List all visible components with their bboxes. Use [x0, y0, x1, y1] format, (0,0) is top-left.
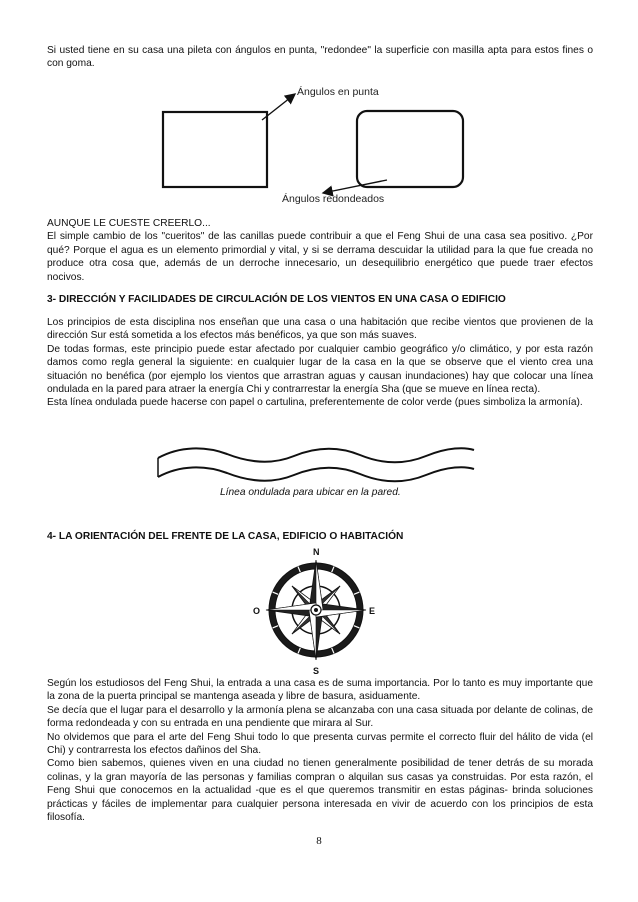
- section4-paragraph-1: Según los estudiosos del Feng Shui, la entrada a una casa es de suma importancia. Por lo tanto es muy importante que la zona de la puerta principal se mantenga aseada y libre de basura, asiduamente.: [47, 678, 593, 703]
- wavy-line-top: [158, 448, 474, 462]
- label-sharp-corners: Ángulos en punta: [297, 86, 379, 98]
- section3-body: [47, 316, 593, 410]
- section4-body: [47, 677, 593, 824]
- rounded-corner-rectangle: [357, 111, 463, 187]
- compass-label-n: N: [313, 547, 320, 557]
- sharp-corner-rectangle: [163, 112, 267, 187]
- compass-center-dot: [314, 608, 318, 612]
- sharp-arrow: [262, 94, 295, 120]
- section4-paragraph-2: Se decía que el lugar para el desarrollo y la armonía plena se alcanzaba con una casa situada por delante de colinas, de forma redondeada y con su entrada en una pendiente que mirara al Sur.: [47, 704, 593, 730]
- compass-cardinal-points: [266, 560, 366, 660]
- section4-paragraph-3: No olvidemos que para el arte del Feng Shui todo lo que presenta curvas permite el correcto fluir del hálito de vida (el Chi) y contrarresta los efectos dañinos del Sha.: [47, 731, 593, 757]
- compass-inner-ring: [275, 569, 357, 651]
- page-number: 8: [316, 835, 322, 847]
- section4-paragraph-4: Como bien sabemos, quienes viven en una ciudad no tienen generalmente posibilidad de tener detrás de su morada colinas, y la gran mayoría de las personas y familias compran o alquilan sus casas ya construidas. Por esta razón, el Feng Shui que conocemos en la actualidad -que es el que queremos transmitir en estas páginas- brinda soluciones prácticas y fáciles de implementar para cualquier persona interesada en vivir de acuerdo con los principios de esta filosofía.: [47, 758, 593, 824]
- intro-paragraph: [47, 44, 593, 71]
- compass-label-o: O: [253, 606, 261, 616]
- label-rounded-corners: Ángulos redondeados: [282, 193, 385, 205]
- intro-text: Si usted tiene en su casa una pileta con ángulos en punta, "redondee" la superficie con masilla apta para estos fines o con goma.: [47, 45, 593, 70]
- compass-label-s: S: [313, 666, 320, 676]
- compass-outer-ring: [269, 563, 363, 657]
- section3-heading: 3- DIRECCIÓN Y FACILIDADES DE CIRCULACIÓN DE LOS VIENTOS EN UNA CASA O EDIFICIO: [47, 294, 506, 305]
- wavy-line-caption: Línea ondulada para ubicar en la pared.: [220, 487, 401, 498]
- round-arrow: [323, 180, 387, 193]
- section3-paragraph-3: Esta línea ondulada puede hacerse con papel o cartulina, preferentemente de color verde (pues simboliza la armonía).: [47, 397, 583, 409]
- compass-center: [311, 605, 321, 615]
- compass-mid-ring: [292, 586, 340, 634]
- compass-diagonal-points: [288, 582, 343, 637]
- cueritos-heading: AUNQUE LE CUESTE CREERLO...: [47, 218, 211, 229]
- section3-paragraph-2: De todas formas, este principio puede estar afectado por cualquier cambio geográfico y/o climático, y por esta razón damos como regla general la siguiente: en cualquier lugar de la casa en la que se observe que el viento crea una situación no benéfica (por ejemplo los vientos que arrastran aguas y causan inundaciones) hay que colocar una línea ondulada en la pared para atraer la energía Chi y contrarrestar la energía Sha (que se mueve en línea recta).: [47, 343, 593, 396]
- section4-heading: 4- LA ORIENTACIÓN DEL FRENTE DE LA CASA, EDIFICIO O HABITACIÓN: [47, 531, 404, 542]
- cueritos-text: El simple cambio de los "cueritos" de las canillas puede contribuir a que el Feng Shui de una casa sea positivo. ¿Por qué? Porque el agua es un elemento primordial y vital, y si se derrama descuidar la utilidad para la que fue creada no produce otra cosa que, además de un derroche innecesario, un desequilibrio energético que puede traer efectos nocivos.: [47, 231, 593, 283]
- compass-label-e: E: [369, 606, 376, 616]
- compass-ring-ticks: [273, 567, 360, 654]
- wavy-line-bottom: [158, 467, 474, 481]
- section3-paragraph-1: Los principios de esta disciplina nos enseñan que una casa o una habitación que recibe vientos que provienen de la dirección Sur está sometida a los efectos más benéficos, ya que son más suaves.: [47, 317, 593, 342]
- cueritos-block: [47, 217, 593, 284]
